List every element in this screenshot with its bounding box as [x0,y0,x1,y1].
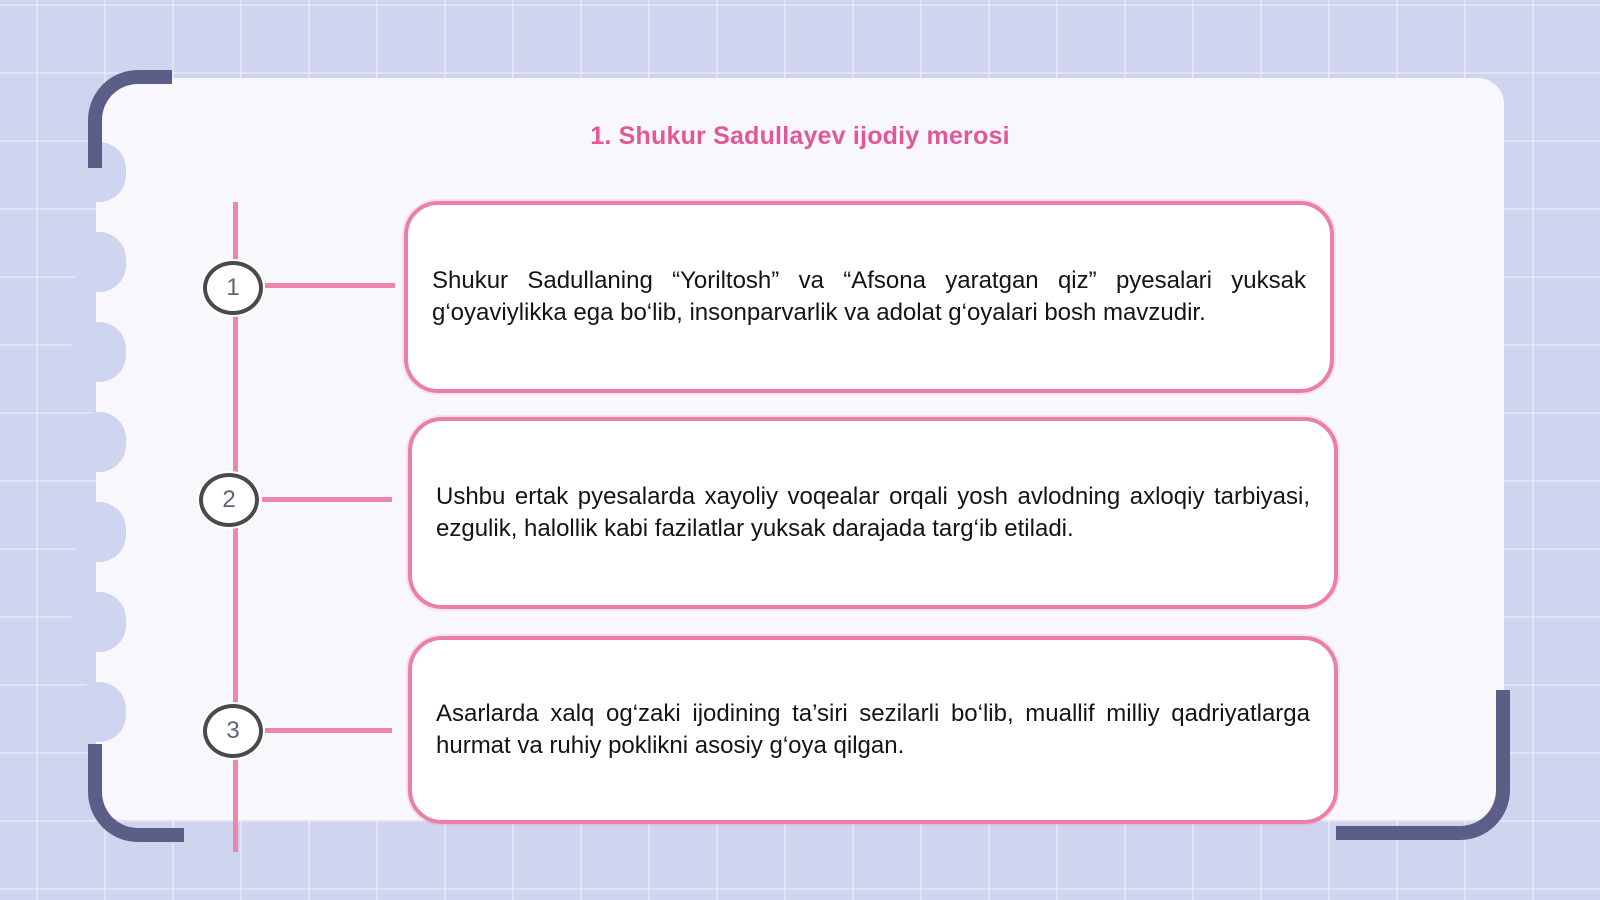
connector-1 [265,283,395,288]
content-box-1 [404,201,1334,393]
paper-notch [72,502,126,562]
step-marker-3: 3 [203,704,263,758]
content-text-2: Ushbu ertak pyesalarda xayoliy voqealar orqali yosh avlodning axloqiy tarbiyasi, ezgulik, halollik kabi fazilatlar yuksak darajada targ‘ib etiladi. [436,483,1310,542]
slide-title: 1. Shukur Sadullayev ijodiy merosi [590,122,1010,150]
frame-corner-top-left [88,70,172,168]
paper-notch [72,232,126,292]
paper-notch [72,682,126,742]
step-marker-1: 1 [203,261,263,315]
connector-2 [262,497,392,502]
content-text-3: Asarlarda xalq og‘zaki ijodining ta’siri sezilarli bo‘lib, muallif milliy qadriyatlarga hurmat va ruhiy poklikni asosiy g‘oya qilgan. [436,700,1310,759]
paper-notch [72,322,126,382]
paper-notch [72,412,126,472]
frame-corner-bottom-left [88,744,184,842]
content-text-1: Shukur Sadullaning “Yoriltosh” va “Afsona yaratgan qiz” pyesalari yuksak g‘oyaviylikka ega bo‘lib, insonparvarlik va adolat g‘oyalari bosh mavzudir. [432,267,1306,326]
frame-corner-bottom-right [1336,690,1510,840]
connector-3 [265,728,392,733]
step-marker-2: 2 [199,473,259,527]
content-box-2 [408,417,1338,609]
content-box-3 [408,636,1338,824]
paper-notch [72,592,126,652]
